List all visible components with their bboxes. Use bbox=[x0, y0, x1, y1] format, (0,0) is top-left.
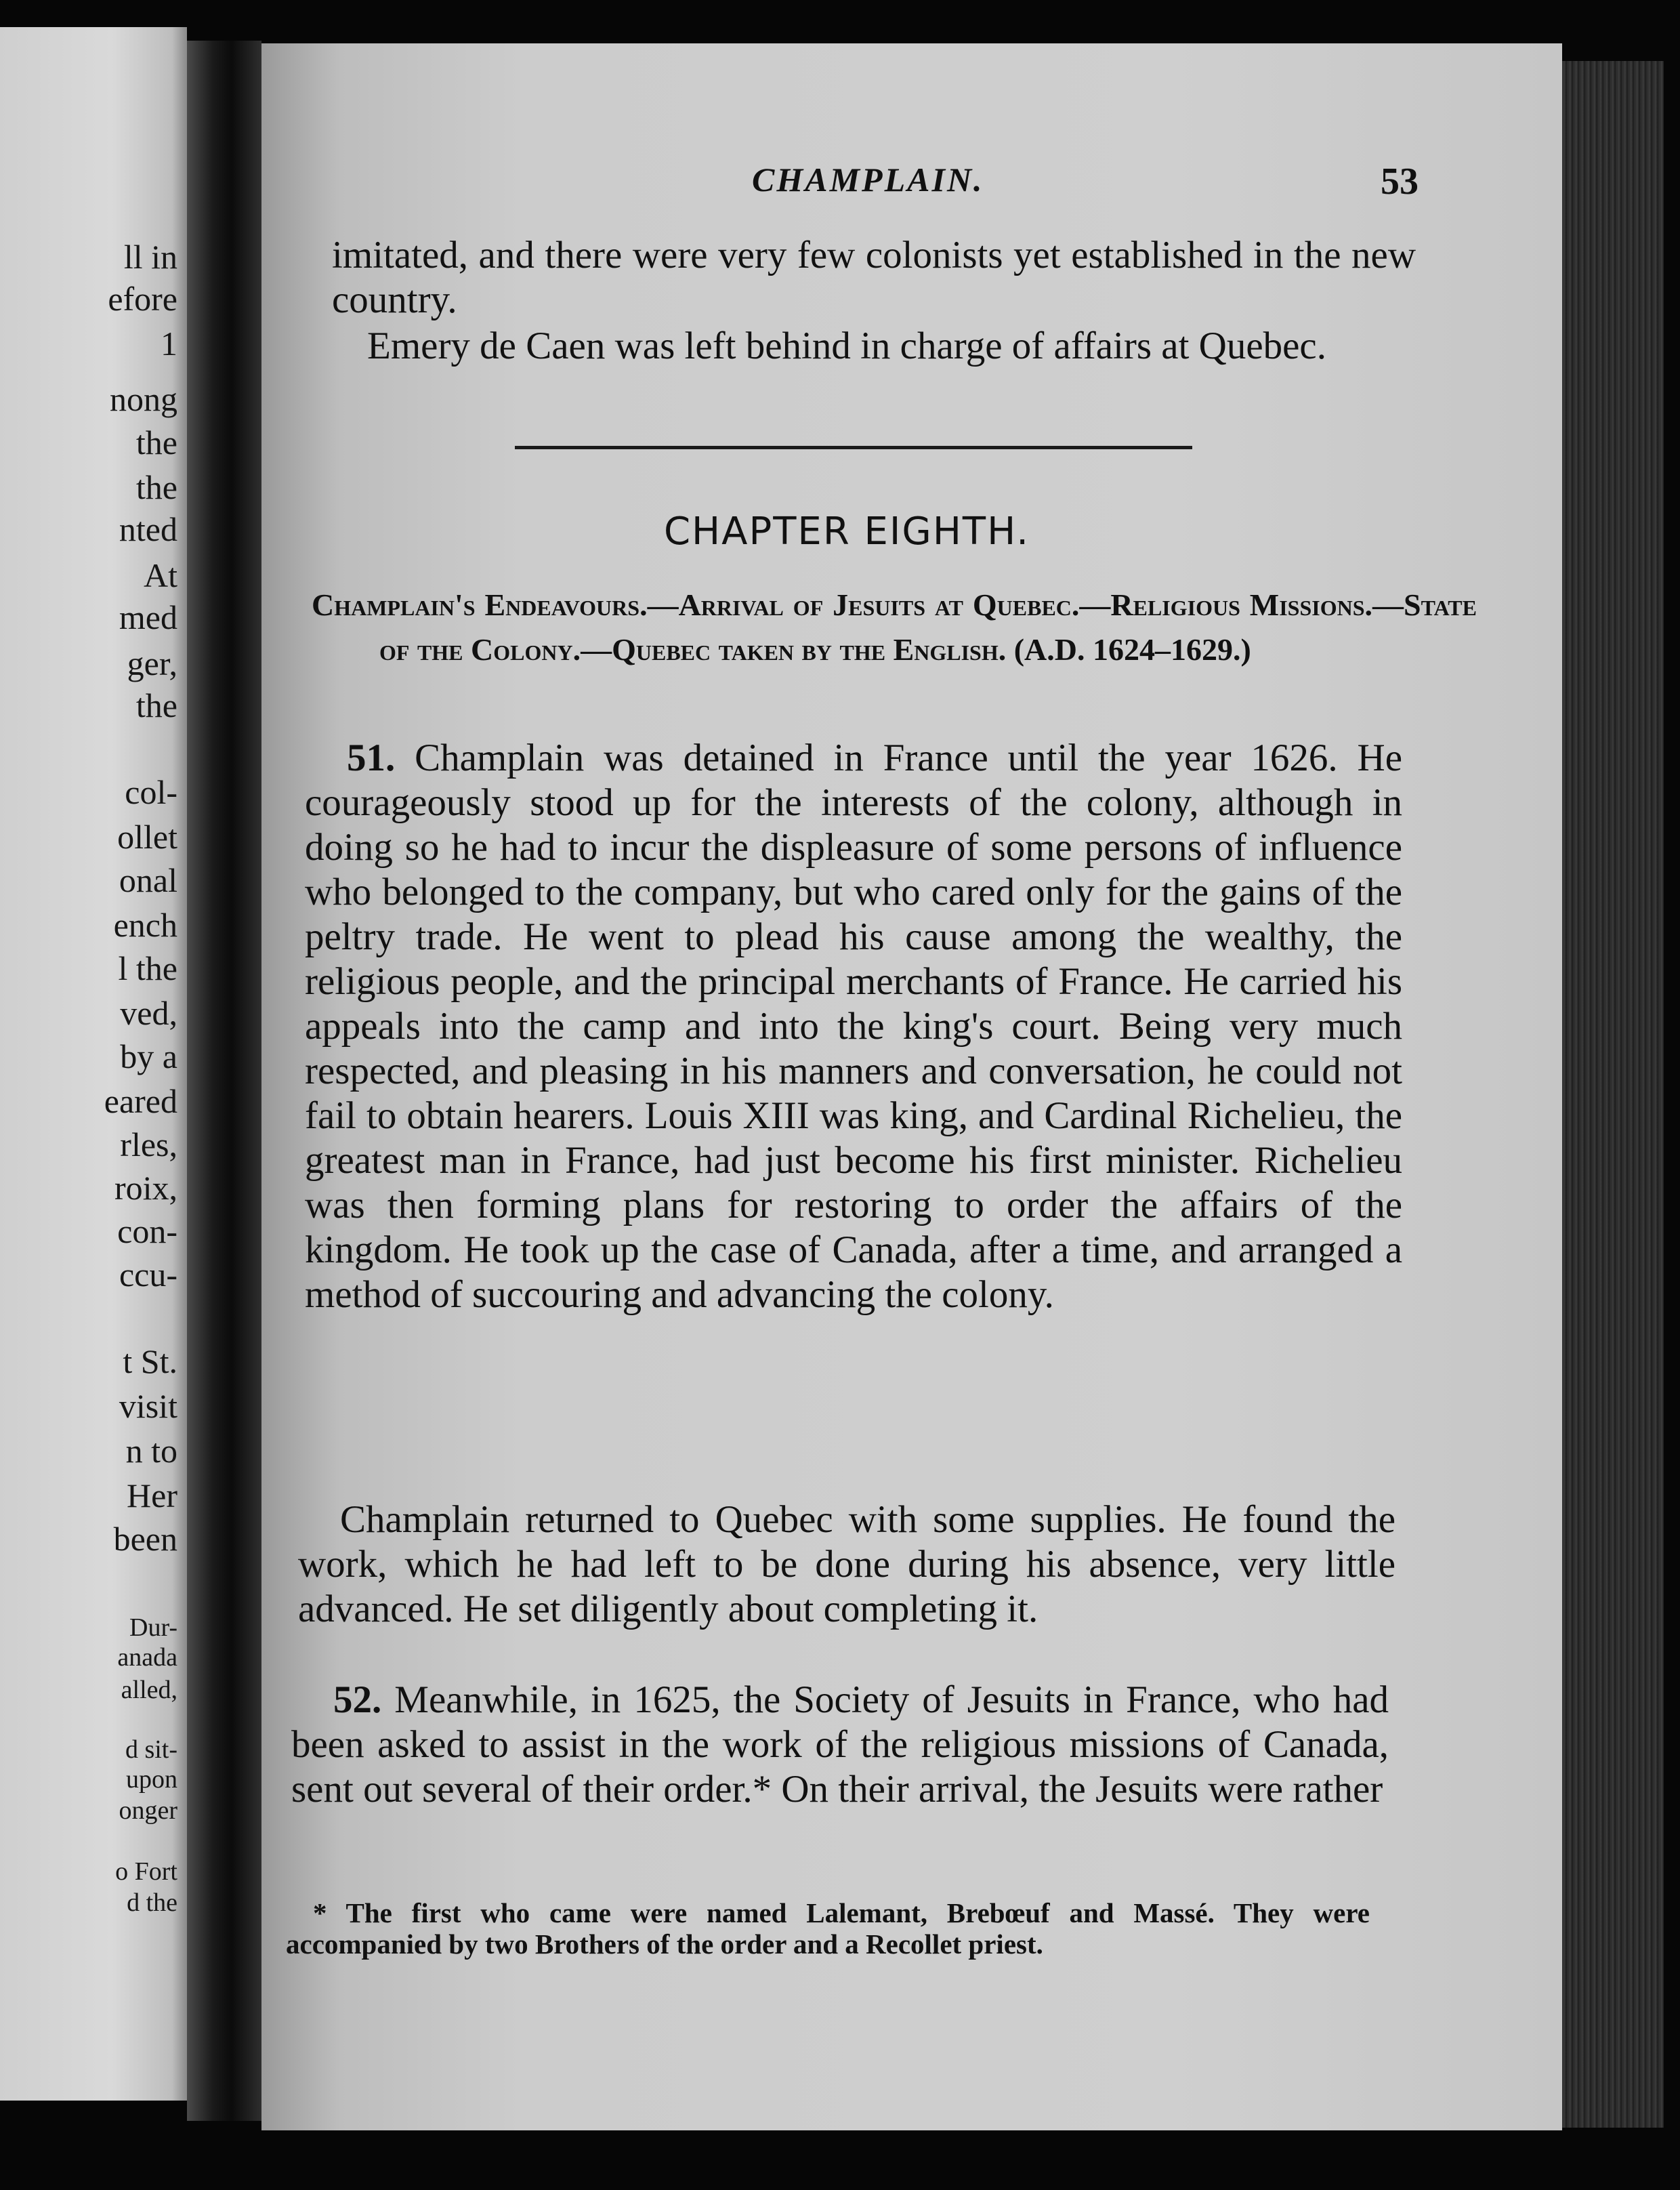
page-number: 53 bbox=[1381, 161, 1419, 203]
left-page-line: 1 bbox=[161, 325, 177, 363]
left-page-line: t St. bbox=[123, 1342, 177, 1380]
left-page-line: Her bbox=[127, 1476, 177, 1514]
paragraph-number-51: 51. bbox=[347, 737, 396, 779]
left-page-line: Dur- bbox=[129, 1613, 177, 1642]
paragraph-51 bbox=[305, 736, 1402, 1317]
left-page-line: rles, bbox=[120, 1125, 177, 1163]
left-page-line: the bbox=[135, 468, 177, 506]
left-page-line: ger, bbox=[127, 644, 177, 682]
footnote: * The first who came were named Lalemant, Brebœuf and Massé. They were accompanied by two Brothers of the order and a Recollet priest. bbox=[286, 1897, 1370, 1960]
left-page-fragment bbox=[0, 27, 187, 2101]
left-page-line: n to bbox=[125, 1432, 177, 1470]
left-page-line: alled, bbox=[121, 1676, 177, 1704]
left-page-line: onger bbox=[119, 1796, 177, 1825]
left-page-line: nted bbox=[119, 510, 177, 548]
left-page-line: At bbox=[144, 556, 177, 594]
left-page-line: efore bbox=[108, 280, 177, 318]
left-page-line: ench bbox=[113, 906, 177, 944]
left-page-line: visit bbox=[119, 1387, 177, 1425]
left-page-line: the bbox=[135, 686, 177, 724]
left-page-line: ccu- bbox=[119, 1256, 177, 1294]
left-page-line: been bbox=[113, 1520, 177, 1558]
running-head bbox=[291, 160, 1419, 214]
left-page-line: anada bbox=[117, 1643, 177, 1672]
left-page-line: eared bbox=[104, 1082, 177, 1120]
running-title: CHAMPLAIN. bbox=[752, 161, 984, 199]
left-page-line: l the bbox=[118, 949, 177, 987]
section-divider bbox=[515, 446, 1192, 449]
left-page-line: ollet bbox=[117, 818, 177, 856]
paragraph-continuation-top: imitated, and there were very few colonists yet established in the new country. bbox=[332, 234, 1416, 321]
left-page-line: onal bbox=[119, 861, 177, 899]
paragraph-emery: Emery de Caen was left behind in charge of affairs at Quebec. bbox=[367, 325, 1326, 367]
chapter-title: CHAPTER EIGHTH. bbox=[663, 510, 1030, 554]
left-page-line: med bbox=[119, 598, 177, 636]
left-page-line: con- bbox=[117, 1212, 177, 1250]
left-page-line: ved, bbox=[120, 994, 177, 1032]
left-page-line: the bbox=[135, 423, 177, 461]
book-gutter bbox=[187, 41, 261, 2121]
paragraph-51-text: Champlain was detained in France until the year 1626. He courageously stood up for the interests of the colony, although in doing so he had to incur the displeasure of some persons of influence who belonged to the company, but who cared only for the gains of the peltry trade. He went to plead his cause among the wealthy, the religious people, and the principal merchants of France. He carried his appeals into the camp and into the king's court. Being very much respected, and pleasing in his manners and conversation, he could not fail to obtain hearers. Louis XIII was king, and Cardinal Richelieu, the greatest man in France, had just become his first minister. Richelieu was then forming plans for restoring to order the affairs of the kingdom. He took up the case of Canada, after a time, and arranged a method of succouring and advancing the colony. bbox=[305, 737, 1402, 1316]
left-page-line: ll in bbox=[123, 238, 177, 276]
left-page-line: roix, bbox=[114, 1169, 177, 1207]
paragraph-number-52: 52. bbox=[333, 1678, 382, 1721]
left-page-line: o Fort bbox=[115, 1857, 177, 1886]
left-page-line: nong bbox=[110, 380, 177, 418]
chapter-summary: Champlain's Endeavours.—Arrival of Jesuits at Quebec.—Religious Missions.—State of the Colony.—Quebec taken by the English. (A.D. 1624–1629.) bbox=[312, 587, 1477, 667]
left-page-line: d the bbox=[127, 1888, 177, 1917]
paragraph-52-text: Meanwhile, in 1625, the Society of Jesuits in France, who had been asked to assist in the work of the religious missions of Canada, sent out several of their order.* On their arrival, the Jesuits were rather bbox=[291, 1678, 1389, 1811]
paragraph-52 bbox=[291, 1678, 1389, 1812]
left-page-line: d sit- bbox=[125, 1735, 177, 1764]
left-page-line: upon bbox=[126, 1765, 177, 1794]
left-page-line: col- bbox=[125, 773, 177, 811]
paragraph-51-continuation: Champlain returned to Quebec with some supplies. He found the work, which he had left to be done during his absence, very little advanced. He set diligently about completing it. bbox=[298, 1498, 1395, 1630]
left-page-line: by a bbox=[120, 1037, 177, 1075]
page-edges bbox=[1562, 61, 1664, 2128]
